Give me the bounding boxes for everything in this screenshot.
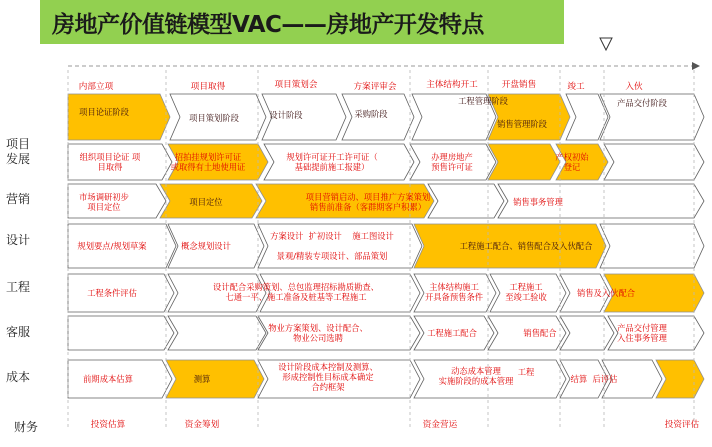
row-label: 设计 bbox=[6, 233, 31, 247]
page-title: 房地产价值链模型VAC——房地产开发特点 bbox=[52, 12, 484, 38]
stage-label: 设计阶段 bbox=[269, 110, 303, 120]
cell-text: 工程施工配合、销售配合及入伙配合 bbox=[459, 241, 593, 251]
cell-text: 设计配合采购策划、总包监理招标勘质勘查、 七通一平、施工准备及桩基等工程施工 bbox=[213, 282, 379, 302]
cell-text: 设计阶段成本控制及测算、 形成控制性目标成本确定 合约框架 bbox=[278, 362, 378, 392]
cell-text: 组织项目论证 项 目取得 bbox=[79, 152, 141, 172]
phase-label: 项目策划会 bbox=[274, 80, 318, 90]
phase-label: 方案评审会 bbox=[353, 82, 397, 92]
band-segment bbox=[604, 144, 704, 180]
phase-label: 入伙 bbox=[625, 82, 643, 92]
band-segment bbox=[68, 94, 170, 140]
cell-text: 销售及入伙配合 bbox=[576, 288, 636, 298]
stage-label: 销售管理阶段 bbox=[497, 119, 547, 129]
cell-text: 销售配合 bbox=[523, 328, 557, 338]
milestone-marker bbox=[600, 38, 612, 50]
cell-text: 方案设计 扩初设计 施工图设计 景观/精装专项设计、部品策划 bbox=[270, 231, 394, 261]
band-segment bbox=[488, 144, 560, 180]
cell-text: 销售事务管理 bbox=[513, 197, 563, 207]
stage-label: 项目论证阶段 bbox=[79, 107, 129, 117]
cell-text: 产权初始 登记 bbox=[555, 152, 589, 172]
cell-text: 规划要点/规划草案 bbox=[77, 241, 147, 251]
phase-label: 内部立项 bbox=[78, 82, 114, 92]
cell-text: 工程 bbox=[517, 367, 535, 377]
phase-label: 项目取得 bbox=[190, 82, 226, 92]
row-label: 财务 bbox=[14, 420, 39, 434]
row-label: 成本 bbox=[6, 370, 31, 384]
band-segment bbox=[600, 224, 704, 268]
stage-label: 工程管理阶段 bbox=[458, 96, 508, 106]
cell-text: 工程施工配合 bbox=[427, 328, 477, 338]
finance-item: 投资评估 bbox=[664, 420, 700, 430]
timeline-arrowhead bbox=[692, 62, 700, 70]
cell-text: 测算 bbox=[193, 374, 211, 384]
row-label: 项目 发展 bbox=[6, 137, 31, 166]
phase-label: 主体结构开工 bbox=[426, 80, 478, 90]
cell-text: 动态成本管理 实施阶段的成本管理 bbox=[438, 366, 514, 386]
band-segment bbox=[68, 316, 174, 350]
stage-label: 产品交付阶段 bbox=[617, 98, 667, 108]
timeline bbox=[68, 38, 700, 70]
phase-label: 开盘销售 bbox=[501, 80, 537, 90]
row-label: 工程 bbox=[6, 280, 31, 294]
cell-text: 结算 后评估 bbox=[570, 374, 618, 384]
row-label: 客服 bbox=[6, 325, 31, 339]
phase-label: 竣工 bbox=[567, 82, 585, 92]
stage-label: 采购阶段 bbox=[354, 109, 388, 119]
cell-text: 招拍挂规划许可证 或取得有土地使用证 bbox=[170, 152, 246, 172]
cell-text: 产品交付管理 入住事务管理 bbox=[617, 323, 667, 343]
finance-item: 资金营运 bbox=[422, 420, 458, 430]
cell-text: 主体结构施工 开具备预售条件 bbox=[424, 282, 484, 302]
stage-label: 项目策划阶段 bbox=[189, 113, 239, 123]
finance-item: 投资估算 bbox=[90, 420, 126, 430]
cell-text: 工程施工 至竣工验收 bbox=[505, 282, 547, 302]
cell-text: 概念规划设计 bbox=[181, 241, 231, 251]
cell-text: 市场调研初步 项目定位 bbox=[79, 192, 129, 212]
cell-text: 办理房地产 预售许可证 bbox=[431, 152, 473, 172]
band-segment bbox=[166, 360, 264, 398]
band-segment bbox=[168, 316, 266, 350]
cell-text: 项目定位 bbox=[189, 197, 223, 207]
band-segment bbox=[560, 316, 614, 350]
cell-text: 规划许可证开工许可证（ 基础提前施工报建） bbox=[286, 152, 378, 172]
row-label: 营销 bbox=[6, 192, 31, 206]
finance-item: 资金筹划 bbox=[184, 420, 220, 430]
band-segment bbox=[656, 360, 704, 398]
band-segment bbox=[428, 184, 504, 218]
cell-text: 物业方案策划、设计配合、 物业公司选聘 bbox=[268, 323, 368, 343]
band-segment bbox=[566, 94, 608, 140]
cell-text: 项目营销启动、项目推广方案策划 销售前准备（客群期客户积累） bbox=[305, 192, 431, 212]
cell-text: 工程条件评估 bbox=[87, 288, 137, 298]
cell-text: 前期成本估算 bbox=[83, 374, 133, 384]
